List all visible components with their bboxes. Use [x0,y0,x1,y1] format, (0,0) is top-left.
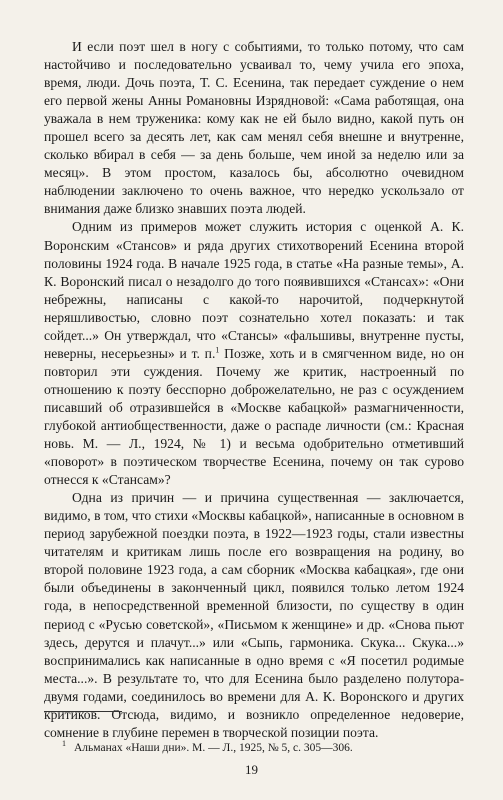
page-number: 19 [245,762,258,777]
footnote-divider [44,711,122,712]
footnote-reference: 1 [215,345,220,355]
paragraph-text: Одним из примеров может служить история с оценкой А. К. Воронским «Стансов» и ряда других стихотворений Есенина второй половины 1924 года. В начале 1925 года, в статье «На разные темы», А. К. Воронский писал о незадолго до того появившихся «Стансах»: «Они небрежны, написаны с какой-то нарочитой, подчеркнутой неряшливостью, словно поэт сознательно хотел показать: и так сойдет...» Он утверждал, что «Стансы» «фальшивы, внутренне пусты, неверны, несерьезны» и т. п. [44,219,464,361]
body-text [44,38,464,742]
footnote-marker: 1 [62,739,66,748]
paragraph [44,218,464,489]
paragraph-continuation: Позже, хоть и в смягченном виде, но он повторил эти суждения. Почему же критик, настроенный по отношению к поэту бесспорно доброжелательно, не раз с осуждением писавший об отразившейся в «Москве кабацкой» размагниченности, глубокой антиобщественности, даже о распаде личности (см.: Красная новь. М. — Л., 1924, № 1) и весьма одобрительно отметивший «поворот» в поэтическом творчестве Есенина, почему он так сурово отнесся к «Стансам»? [44,345,464,488]
paragraph: И если поэт шел в ногу с событиями, то только потому, что сам настойчиво и последовательно усваивал то, чему учила его эпоха, время, люди. Дочь поэта, Т. С. Есенина, так передает суждение о нем его первой жены Анны Романовны Изрядновой: «Сама работящая, она уважала в нем труженика: кому как не ей было видно, какой путь он прошел всего за десять лет, как сам менял себя внешне и внутренне, сколько вбирал в себя — за день больше, чем иной за неделю или за месяц». В этом простом, казалось бы, абсолютно очевидном наблюдении заключено то очень важное, что нередко ускользало от внимания даже близко знавших поэта людей. [44,39,464,217]
paragraph: Одна из причин — и причина существенная — заключается, видимо, в том, что стихи «Москвы кабацкой», написанные в основном в период зарубежной поездки поэта, в 1922—1923 годы, стали известны читателям и критикам лишь после его возвращения на родину, во второй половине 1923 года, а сам сборник «Москва кабацкая», где они были объединены в законченный цикл, появился только летом 1924 года, в непосредственной временной близости, по существу в один период с «Русью советской», «Письмом к женщине» и др. «Снова пьют здесь, дерутся и плачут...» или «Сыпь, гармоника. Скука... Скука...» воспринимались как написанные в одно время с «Я посетил родимые места...». В результате то, что для Есенина было разделено полутора-двумя годами, соединилось во времени для А. К. Воронского и других критиков. Отсюда, видимо, и возникло определенное недоверие, сомнение в глубине перемен в творческой позиции поэта. [44,490,464,740]
footnote-text: Альманах «Наши дни». М. — Л., 1925, № 5, с. 305—306. [74,741,353,754]
footnote [62,737,462,755]
